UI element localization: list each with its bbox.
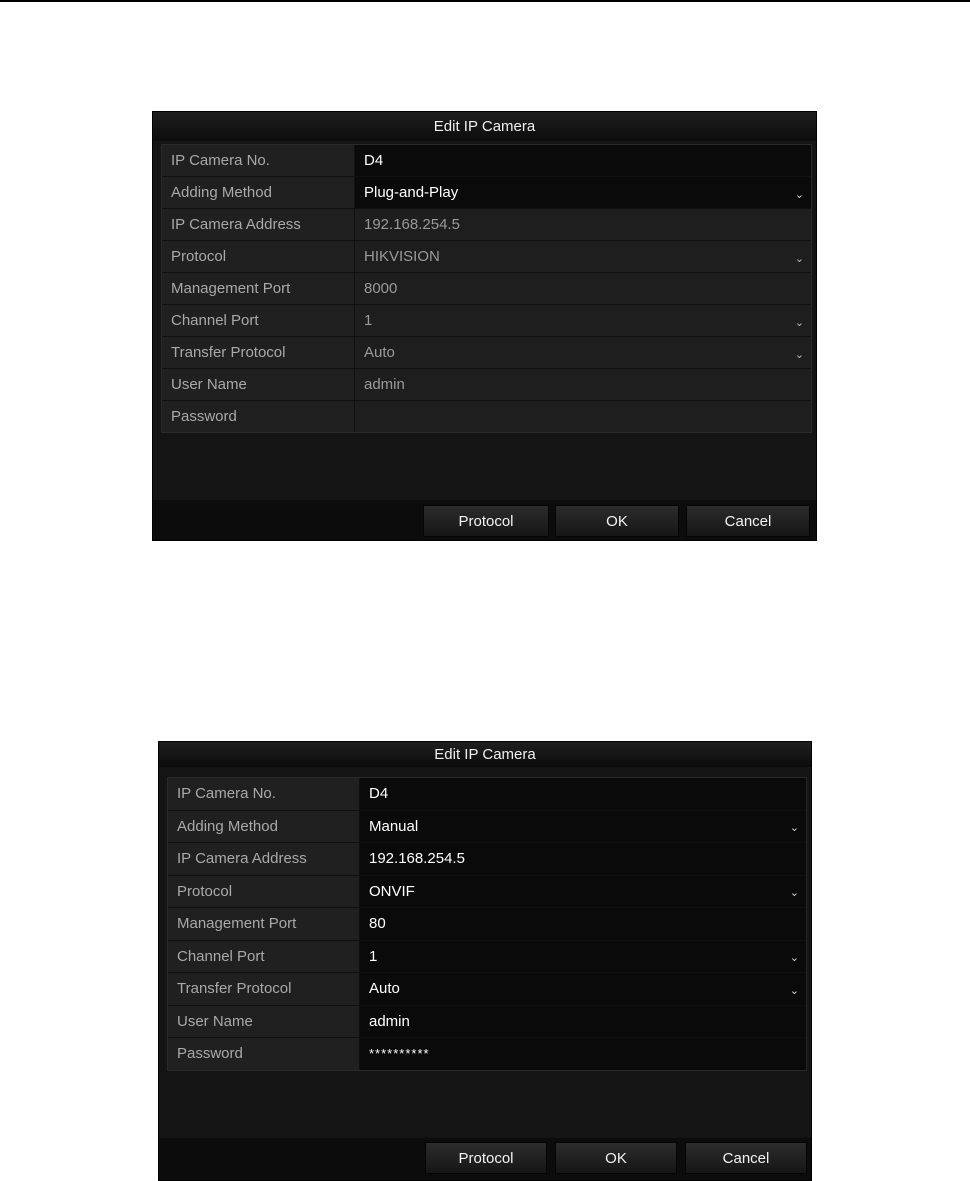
protocol-button[interactable]: Protocol [423,505,549,537]
label-ip-camera-no: IP Camera No. [162,145,355,176]
row-channel-port [162,305,811,337]
ip-camera-address-value: 192.168.254.5 [364,216,460,233]
chevron-down-icon: ⌄ [789,952,799,965]
edit-ip-camera-dialog-plug-and-play [152,111,817,541]
label-protocol: Protocol [168,876,360,908]
protocol-value: ONVIF [369,882,415,900]
label-management-port: Management Port [168,908,360,940]
row-adding-method [168,811,806,844]
row-ip-camera-address [168,843,806,876]
chevron-down-icon: ⌄ [794,316,804,329]
row-protocol [168,876,806,909]
ip-camera-no-field[interactable] [360,778,806,810]
dialog-title: Edit IP Camera [159,742,811,767]
transfer-protocol-value: Auto [364,344,395,361]
page-top-rule [0,0,970,2]
label-user-name: User Name [162,369,355,400]
chevron-down-icon: ⌄ [789,887,799,900]
transfer-protocol-select [355,337,811,368]
password-value: ********** [369,1046,430,1062]
chevron-down-icon: ⌄ [789,984,799,997]
adding-method-value: Manual [369,817,419,835]
cancel-button[interactable]: Cancel [686,505,810,537]
channel-port-select[interactable] [360,941,806,973]
row-user-name [162,369,811,401]
label-ip-camera-no: IP Camera No. [168,778,360,810]
transfer-protocol-select[interactable] [360,973,806,1005]
password-field [355,401,811,432]
edit-ip-camera-dialog-manual [158,741,812,1181]
row-protocol [162,241,811,273]
row-ip-camera-address [162,209,811,241]
ip-camera-address-field[interactable] [360,843,806,875]
protocol-select [355,241,811,272]
label-transfer-protocol: Transfer Protocol [168,973,360,1005]
label-ip-camera-address: IP Camera Address [162,209,355,240]
ip-camera-no-value: D4 [369,785,389,803]
label-ip-camera-address: IP Camera Address [168,843,360,875]
management-port-value: 8000 [364,280,398,297]
management-port-value: 80 [369,915,386,933]
protocol-select[interactable] [360,876,806,908]
password-field[interactable] [360,1038,806,1070]
label-adding-method: Adding Method [162,177,355,208]
label-password: Password [162,401,355,432]
field-table [167,777,807,1071]
cancel-button[interactable]: Cancel [685,1142,807,1174]
ip-camera-address-value: 192.168.254.5 [369,850,465,868]
row-adding-method [162,177,811,209]
ok-button[interactable]: OK [555,505,679,537]
user-name-field[interactable] [360,1006,806,1038]
label-user-name: User Name [168,1006,360,1038]
label-password: Password [168,1038,360,1070]
adding-method-select[interactable] [360,811,806,843]
channel-port-select [355,305,811,336]
label-adding-method: Adding Method [168,811,360,843]
user-name-value: admin [364,376,405,393]
chevron-down-icon: ⌄ [794,252,804,265]
ip-camera-address-field [355,209,811,240]
chevron-down-icon: ⌄ [794,348,804,361]
label-protocol: Protocol [162,241,355,272]
row-password [162,401,811,432]
management-port-field[interactable] [360,908,806,940]
row-transfer-protocol [162,337,811,369]
protocol-button[interactable]: Protocol [425,1142,547,1174]
row-password [168,1038,806,1070]
label-management-port: Management Port [162,273,355,304]
label-transfer-protocol: Transfer Protocol [162,337,355,368]
dialog-title: Edit IP Camera [153,112,816,141]
field-table [161,144,812,433]
row-ip-camera-no [168,778,806,811]
channel-port-value: 1 [369,947,378,965]
ok-button[interactable]: OK [555,1142,677,1174]
protocol-value: HIKVISION [364,248,440,265]
label-channel-port: Channel Port [162,305,355,336]
dialog-footer [159,1138,811,1180]
user-name-value: admin [369,1012,410,1030]
row-ip-camera-no [162,145,811,177]
label-channel-port: Channel Port [168,941,360,973]
row-user-name [168,1006,806,1039]
adding-method-value: Plug-and-Play [364,184,459,201]
dialog-footer [153,500,816,540]
row-management-port [162,273,811,305]
transfer-protocol-value: Auto [369,980,400,998]
user-name-field [355,369,811,400]
channel-port-value: 1 [364,312,373,329]
management-port-field [355,273,811,304]
chevron-down-icon: ⌄ [794,188,804,201]
ip-camera-no-value: D4 [364,152,384,169]
row-transfer-protocol [168,973,806,1006]
ip-camera-no-field[interactable] [355,145,811,176]
chevron-down-icon: ⌄ [789,822,799,835]
row-channel-port [168,941,806,974]
adding-method-select[interactable] [355,177,811,208]
row-management-port [168,908,806,941]
